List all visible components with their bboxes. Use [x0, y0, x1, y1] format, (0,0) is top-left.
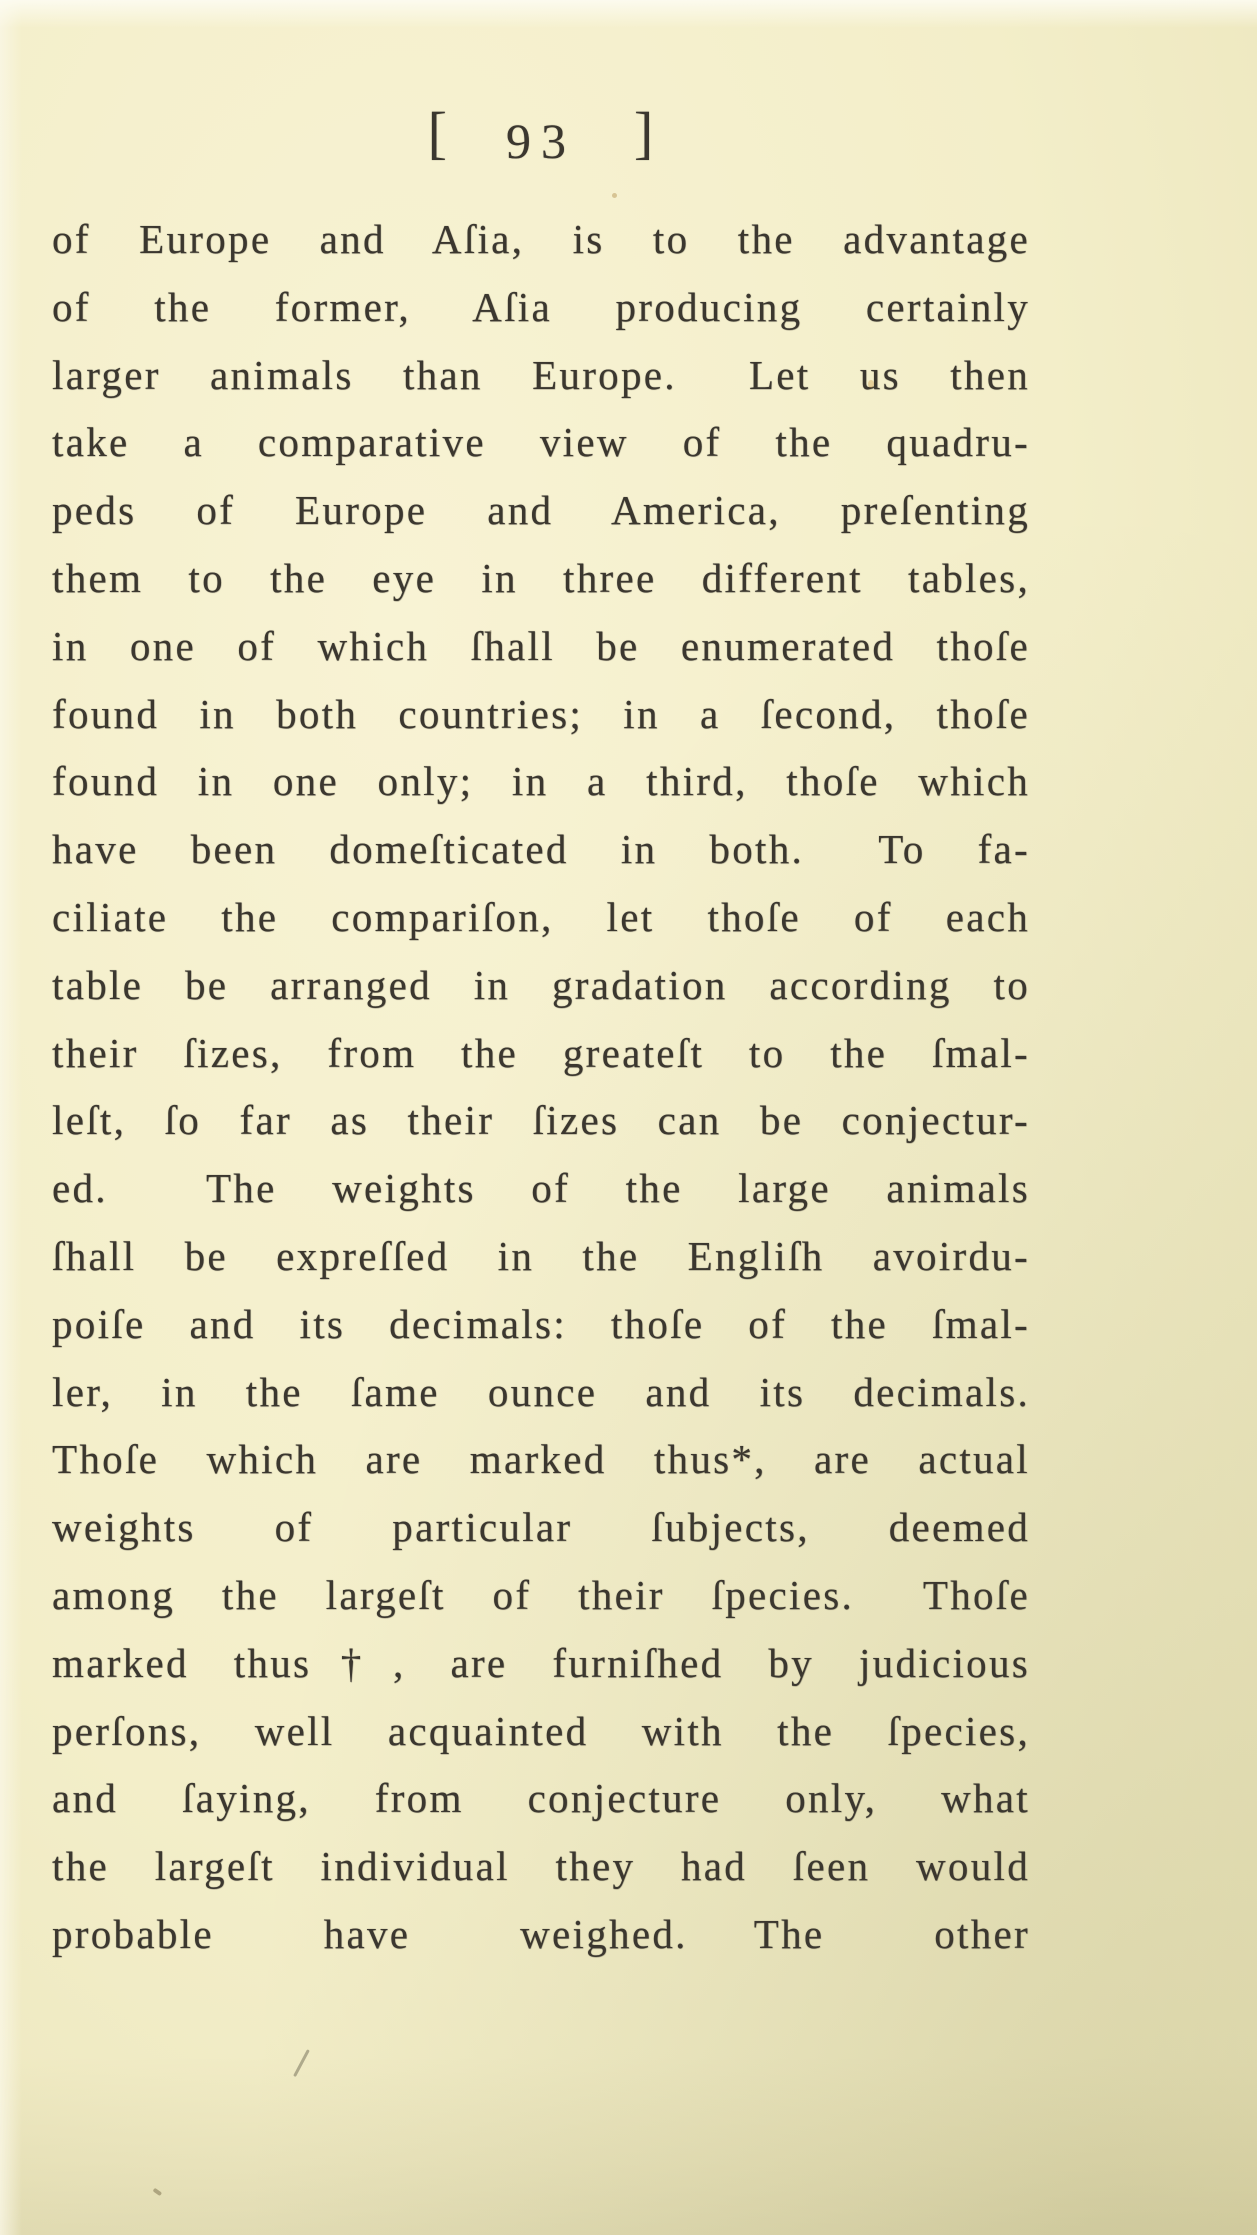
- text-line: ciliate the compariſon, let thoſe of each: [52, 893, 1030, 940]
- page-header: [52, 95, 1030, 170]
- text-line: weights of particular ſubjects, deemed: [52, 1504, 1030, 1551]
- text-line: probable have weighed. The other: [52, 1910, 1030, 1957]
- text-line: of the former, Aſia producing certainly: [52, 283, 1030, 330]
- text-line: larger animals than Europe. Let us then: [52, 351, 1030, 398]
- text-line: take a comparative view of the quadru-: [52, 419, 1030, 466]
- text-line: in one of which ſhall be enumerated thoſe: [52, 622, 1030, 669]
- text-line: table be arranged in gradation according to: [52, 961, 1030, 1008]
- text-line: of Europe and Aſia, is to the advantage: [52, 216, 1030, 262]
- paper-speck: [153, 2188, 162, 2196]
- text-line: ſhall be expreſſed in the Engliſh avoirdu-: [52, 1232, 1030, 1279]
- text-line: ler, in the ſame ounce and its decimals.: [52, 1368, 1030, 1415]
- text-block: [52, 206, 1030, 1969]
- page-number: 93: [506, 113, 576, 169]
- text-line: perſons, well acquainted with the ſpecies,: [52, 1707, 1030, 1754]
- text-line: leſt, ſo far as their ſizes can be conjectur-: [52, 1097, 1030, 1144]
- text-line: and ſaying, from conjecture only, what: [52, 1775, 1030, 1822]
- text-line: peds of Europe and America, preſenting: [52, 487, 1030, 534]
- pencil-mark: [293, 2049, 309, 2077]
- text-line: Thoſe which are marked thus*, are actual: [52, 1436, 1030, 1483]
- text-line: the largeſt individual they had ſeen would: [52, 1843, 1030, 1890]
- text-line: have been domeſticated in both. To fa-: [52, 826, 1030, 873]
- text-line: among the largeſt of their ſpecies. Thoſe: [52, 1571, 1030, 1618]
- text-line: poiſe and its decimals: thoſe of the ſmal-: [52, 1300, 1030, 1347]
- text-line: marked thus†, are furniſhed by judicious: [52, 1639, 1030, 1686]
- text-line: them to the eye in three different tables,: [52, 554, 1030, 601]
- text-line: ed. The weights of the large animals: [52, 1165, 1030, 1212]
- text-line: found in both countries; in a ſecond, thoſe: [52, 690, 1030, 737]
- header-right-bracket: ]: [634, 100, 655, 165]
- header-left-bracket: [: [427, 100, 448, 165]
- paper-speck: [612, 193, 617, 198]
- text-line: found in one only; in a third, thoſe which: [52, 758, 1030, 805]
- text-line: their ſizes, from the greateſt to the ſmal-: [52, 1029, 1030, 1076]
